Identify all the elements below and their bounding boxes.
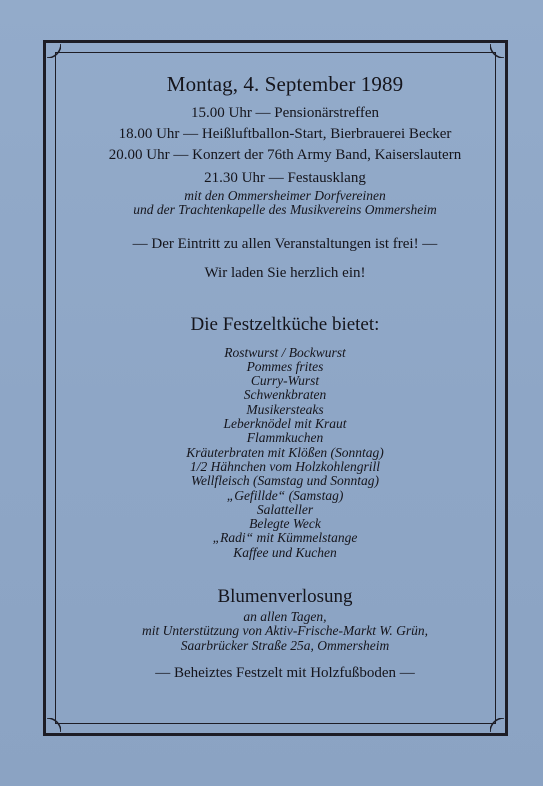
menu-item: Leberknödel mit Kraut [223, 416, 347, 432]
corner-ornament-icon [47, 718, 61, 732]
menu-item: „Gefillde“ (Samstag) [226, 487, 344, 503]
corner-ornament-icon [490, 718, 504, 732]
menu-item: Belegte Weck [249, 516, 321, 532]
invitation-text: Wir laden Sie herzlich ein! [204, 264, 366, 281]
event-item: 20.00 Uhr — Konzert der 76th Army Band, Kaiserslautern [108, 147, 462, 163]
menu-item: Kräuterbraten mit Klößen (Sonntag) [186, 444, 384, 460]
menu-item: Wellfleisch (Samstag und Sonntag) [190, 473, 380, 489]
tent-footer-note: — Beheiztes Festzelt mit Holzfußboden — [155, 664, 415, 681]
corner-ornament-icon [490, 44, 504, 58]
menu-item: Flammkuchen [246, 430, 324, 446]
event-note: mit den Ommersheimer Dorfvereinen [184, 188, 386, 203]
menu-item: Musikersteaks [246, 401, 324, 417]
event-note: und der Trachtenkapelle des Musikvereins Ommersheim [133, 202, 437, 218]
menu-item: Curry-Wurst [250, 373, 320, 389]
free-entry-notice: — Der Eintritt zu allen Veranstaltungen ist frei! — [132, 235, 438, 252]
menu-item: Salatteller [256, 501, 314, 517]
menu-item: Rostwurst / Bockwurst [224, 344, 346, 360]
raffle-details [60, 610, 510, 653]
menu-item: Kaffee und Kuchen [233, 544, 337, 560]
raffle-detail: mit Unterstützung von Aktiv-Frische-Markt W. Grün, [141, 623, 429, 639]
raffle-heading: Blumenverlosung [217, 586, 353, 608]
event-item: 21.30 Uhr — Festausklang [204, 170, 366, 186]
menu-item: „Radi“ mit Kümmelstange [212, 530, 358, 546]
raffle-detail: Saarbrücker Straße 25a, Ommersheim [180, 637, 390, 653]
day-title: Montag, 4. September 1989 [166, 72, 404, 96]
menu-item: Schwenkbraten [243, 387, 327, 403]
menu-item: Pommes frites [246, 358, 324, 374]
menu-list [60, 346, 510, 560]
kitchen-heading: Die Festzeltküche bietet: [190, 313, 380, 335]
menu-item: 1/2 Hähnchen vom Holzkohlengrill [189, 458, 381, 474]
raffle-detail: an allen Tagen, [243, 609, 327, 625]
program-content [60, 60, 510, 684]
event-item: 18.00 Uhr — Heißluftballon-Start, Bierbrauerei Becker [118, 126, 452, 142]
event-schedule [60, 103, 510, 218]
event-item: 15.00 Uhr — Pensionärstreffen [190, 105, 380, 121]
corner-ornament-icon [47, 44, 61, 58]
